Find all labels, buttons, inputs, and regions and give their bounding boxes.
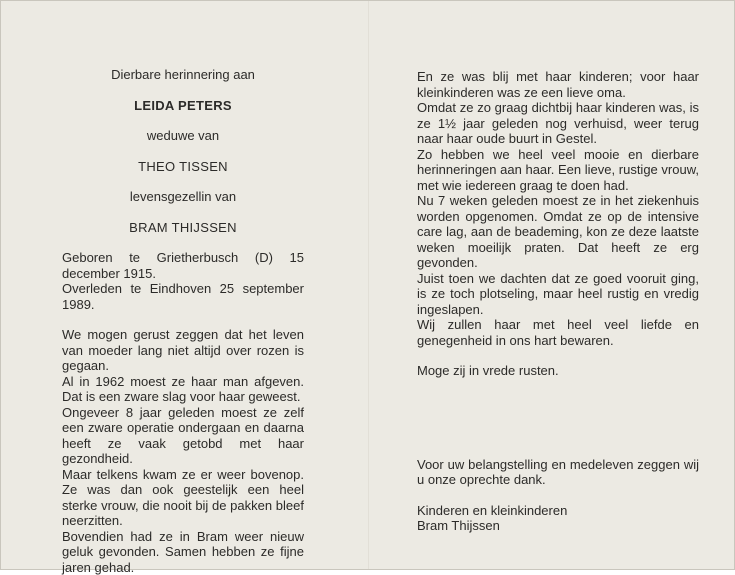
text-paragraph: Al in 1962 moest ze haar man afgeven. Dat is een zware slag voor haar geweest. [62,374,304,405]
spouse-name: THEO TISSEN [62,159,304,175]
card-fold [368,1,369,569]
card-header [62,67,304,235]
text-paragraph: Zo hebben we heel veel mooie en dierbare herinneringen aan haar. Een lieve, rustige vrouw, met wie iedereen graag te doen had. [417,147,699,194]
farewell-line: Moge zij in vrede rusten. [417,363,699,379]
intro-line: Dierbare herinnering aan [62,67,304,83]
text-paragraph: Bovendien had ze in Bram weer nieuw geluk gevonden. Samen hebben ze fijne jaren gehad. [62,529,304,575]
text-paragraph: En ze was blij met haar kinderen; voor haar kleinkinderen was ze een lieve oma. [417,69,699,100]
relation-widow: weduwe van [62,128,304,144]
signature [417,503,699,534]
thanks-line: Voor uw belangstelling en medeleven zeggen wij u onze oprechte dank. [417,457,699,488]
signature-line: Kinderen en kleinkinderen [417,503,699,519]
text-paragraph: Wij zullen haar met heel veel liefde en genegenheid in ons hart bewaren. [417,317,699,348]
right-page [417,69,699,534]
left-page [62,67,304,575]
relation-partner: levensgezellin van [62,189,304,205]
text-paragraph: Ongeveer 8 jaar geleden moest ze zelf een zware operatie ondergaan en daarna heeft ze vaak getobd met haar gezondheid. [62,405,304,467]
death-line: Overleden te Eindhoven 25 september 1989. [62,281,304,312]
text-paragraph: We mogen gerust zeggen dat het leven van moeder lang niet altijd over rozen is gegaan. [62,327,304,374]
deceased-name: LEIDA PETERS [62,98,304,114]
text-paragraph: Maar telkens kwam ze er weer bovenop. Ze was dan ook geestelijk een heel sterke vrouw, die nooit bij de pakken bleef neerzitten. [62,467,304,529]
signature-line: Bram Thijssen [417,518,699,534]
birth-line: Geboren te Grietherbusch (D) 15 december 1915. [62,250,304,281]
text-paragraph: Nu 7 weken geleden moest ze in het ziekenhuis worden opgenomen. Omdat ze op de intensive care lag, aan de beademing, kon ze deze laatste weken moeilijk praten. Dat heeft ze erg gevonden. [417,193,699,271]
partner-name: BRAM THIJSSEN [62,220,304,236]
text-paragraph: Juist toen we dachten dat ze goed vooruit ging, is ze toch plotseling, maar heel rustig en vredig ingeslapen. [417,271,699,318]
text-paragraph: Omdat ze zo graag dichtbij haar kinderen was, is ze 1½ jaar geleden nog verhuisd, weer terug naar haar oude buurt in Gestel. [417,100,699,147]
